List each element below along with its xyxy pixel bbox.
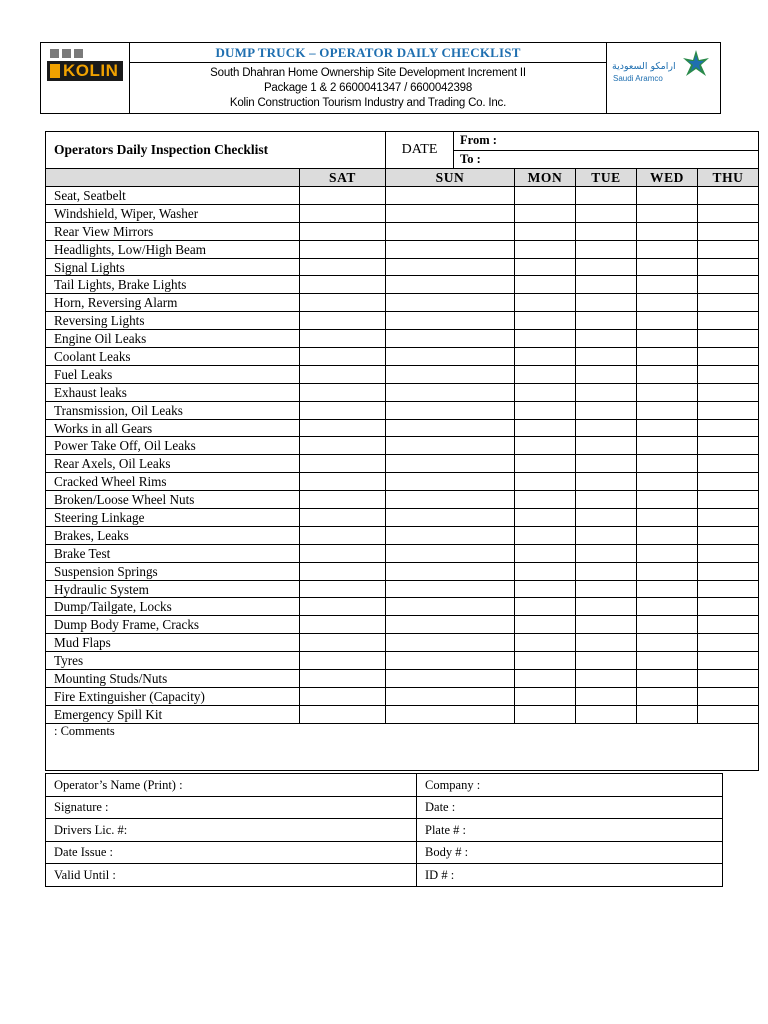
check-cell-tue[interactable]: [576, 687, 637, 705]
checklist-item-row: [46, 240, 759, 258]
info-field-right[interactable]: ID # :: [417, 864, 723, 887]
check-cell-mon[interactable]: [515, 526, 576, 544]
check-cell-thu[interactable]: [698, 419, 759, 437]
info-field-left[interactable]: Valid Until :: [46, 864, 417, 887]
checklist-item-row: [46, 258, 759, 276]
check-cell-wed[interactable]: [637, 580, 698, 598]
checklist-heading: Operators Daily Inspection Checklist: [46, 132, 386, 169]
checklist-item-row: [46, 509, 759, 527]
kolin-logo-cell: [41, 43, 130, 113]
check-cell-mon[interactable]: [515, 455, 576, 473]
check-cell-mon[interactable]: [515, 491, 576, 509]
check-cell-sat[interactable]: [300, 258, 386, 276]
check-cell-thu[interactable]: [698, 652, 759, 670]
check-cell-tue[interactable]: [576, 562, 637, 580]
checklist-item-label: Suspension Springs: [46, 562, 300, 580]
check-cell-sun[interactable]: [386, 383, 515, 401]
checklist-item-row: [46, 348, 759, 366]
check-cell-thu[interactable]: [698, 276, 759, 294]
check-cell-tue[interactable]: [576, 294, 637, 312]
check-cell-tue[interactable]: [576, 187, 637, 205]
check-cell-tue[interactable]: [576, 383, 637, 401]
check-cell-wed[interactable]: [637, 652, 698, 670]
checklist-item-label: Dump Body Frame, Cracks: [46, 616, 300, 634]
check-cell-tue[interactable]: [576, 491, 637, 509]
check-cell-sat[interactable]: [300, 670, 386, 688]
logo-square: [62, 49, 71, 58]
check-cell-thu[interactable]: [698, 705, 759, 723]
checklist-item-row: [46, 670, 759, 688]
check-cell-wed[interactable]: [637, 187, 698, 205]
checklist-item-row: [46, 330, 759, 348]
day-header: THU: [698, 169, 759, 187]
check-cell-thu[interactable]: [698, 634, 759, 652]
check-cell-wed[interactable]: [637, 330, 698, 348]
check-cell-mon[interactable]: [515, 509, 576, 527]
checklist-item-label: Seat, Seatbelt: [46, 187, 300, 205]
check-cell-thu[interactable]: [698, 312, 759, 330]
info-row: [46, 864, 723, 887]
check-cell-wed[interactable]: [637, 687, 698, 705]
check-cell-thu[interactable]: [698, 473, 759, 491]
check-cell-wed[interactable]: [637, 598, 698, 616]
check-cell-thu[interactable]: [698, 491, 759, 509]
check-cell-wed[interactable]: [637, 419, 698, 437]
checklist-item-row: [46, 455, 759, 473]
check-cell-sun[interactable]: [386, 705, 515, 723]
check-cell-sun[interactable]: [386, 616, 515, 634]
date-to-field[interactable]: To :: [454, 150, 759, 169]
project-line-3: Kolin Construction Tourism Industry and Trading Co. Inc.: [229, 97, 507, 109]
check-cell-wed[interactable]: [637, 294, 698, 312]
check-cell-sun[interactable]: [386, 348, 515, 366]
check-cell-sat[interactable]: [300, 383, 386, 401]
project-line-2: Package 1 & 2 6600041347 / 6600042398: [263, 82, 473, 94]
checklist-item-label: Brakes, Leaks: [46, 526, 300, 544]
aramco-logo-cell: [607, 43, 720, 113]
comments-field[interactable]: : Comments: [46, 723, 759, 770]
check-cell-sat[interactable]: [300, 348, 386, 366]
check-cell-tue[interactable]: [576, 348, 637, 366]
checklist-item-label: Cracked Wheel Rims: [46, 473, 300, 491]
check-cell-wed[interactable]: [637, 240, 698, 258]
checklist-item-label: Engine Oil Leaks: [46, 330, 300, 348]
check-cell-mon[interactable]: [515, 419, 576, 437]
check-cell-mon[interactable]: [515, 670, 576, 688]
check-cell-sun[interactable]: [386, 687, 515, 705]
check-cell-thu[interactable]: [698, 670, 759, 688]
day-header: TUE: [576, 169, 637, 187]
check-cell-mon[interactable]: [515, 401, 576, 419]
info-row: [46, 819, 723, 842]
info-row: [46, 774, 723, 797]
check-cell-tue[interactable]: [576, 526, 637, 544]
check-cell-sat[interactable]: [300, 187, 386, 205]
check-cell-thu[interactable]: [698, 580, 759, 598]
info-field-right[interactable]: Plate # :: [417, 819, 723, 842]
check-cell-sun[interactable]: [386, 509, 515, 527]
check-cell-tue[interactable]: [576, 455, 637, 473]
project-line-1: South Dhahran Home Ownership Site Development Increment II: [210, 67, 526, 79]
info-field-right[interactable]: Body # :: [417, 841, 723, 864]
document-header: [40, 42, 721, 114]
check-cell-sat[interactable]: [300, 598, 386, 616]
checklist-item-row: [46, 222, 759, 240]
check-cell-sun[interactable]: [386, 365, 515, 383]
check-cell-wed[interactable]: [637, 258, 698, 276]
check-cell-sun[interactable]: [386, 544, 515, 562]
checklist-item-row: [46, 580, 759, 598]
check-cell-sun[interactable]: [386, 401, 515, 419]
checklist-item-row: [46, 473, 759, 491]
check-cell-wed[interactable]: [637, 616, 698, 634]
checklist-item-row: [46, 526, 759, 544]
checklist-item-row: [46, 652, 759, 670]
check-cell-sat[interactable]: [300, 491, 386, 509]
days-header-blank: [46, 169, 300, 187]
aramco-english-text: Saudi Aramco: [613, 74, 663, 83]
info-field-left[interactable]: Drivers Lic. #:: [46, 819, 417, 842]
check-cell-mon[interactable]: [515, 365, 576, 383]
check-cell-thu[interactable]: [698, 348, 759, 366]
info-field-left[interactable]: Date Issue :: [46, 841, 417, 864]
checklist-item-label: Windshield, Wiper, Washer: [46, 204, 300, 222]
info-row: [46, 796, 723, 819]
check-cell-thu[interactable]: [698, 330, 759, 348]
check-cell-sat[interactable]: [300, 312, 386, 330]
checklist-item-row: [46, 437, 759, 455]
check-cell-thu[interactable]: [698, 204, 759, 222]
check-cell-mon[interactable]: [515, 348, 576, 366]
checklist-heading-row: [46, 132, 759, 151]
check-cell-tue[interactable]: [576, 222, 637, 240]
date-from-field[interactable]: From :: [454, 132, 759, 151]
check-cell-thu[interactable]: [698, 509, 759, 527]
checklist-item-row: [46, 598, 759, 616]
check-cell-sat[interactable]: [300, 705, 386, 723]
check-cell-sun[interactable]: [386, 562, 515, 580]
checklist-item-row: [46, 276, 759, 294]
check-cell-wed[interactable]: [637, 705, 698, 723]
check-cell-thu[interactable]: [698, 598, 759, 616]
info-field-left[interactable]: Signature :: [46, 796, 417, 819]
check-cell-sat[interactable]: [300, 330, 386, 348]
check-cell-mon[interactable]: [515, 187, 576, 205]
check-cell-mon[interactable]: [515, 276, 576, 294]
check-cell-wed[interactable]: [637, 473, 698, 491]
check-cell-mon[interactable]: [515, 705, 576, 723]
checklist-item-row: [46, 383, 759, 401]
check-cell-thu[interactable]: [698, 365, 759, 383]
check-cell-mon[interactable]: [515, 544, 576, 562]
check-cell-tue[interactable]: [576, 670, 637, 688]
checklist-item-label: Tyres: [46, 652, 300, 670]
check-cell-wed[interactable]: [637, 437, 698, 455]
date-label: DATE: [386, 132, 454, 169]
info-field-right[interactable]: Date :: [417, 796, 723, 819]
info-field-left[interactable]: Operator’s Name (Print) :: [46, 774, 417, 797]
project-info: [130, 63, 606, 113]
info-field-right[interactable]: Company :: [417, 774, 723, 797]
check-cell-thu[interactable]: [698, 383, 759, 401]
day-header: MON: [515, 169, 576, 187]
check-cell-sat[interactable]: [300, 687, 386, 705]
checklist-item-row: [46, 401, 759, 419]
check-cell-wed[interactable]: [637, 312, 698, 330]
check-cell-thu[interactable]: [698, 294, 759, 312]
operator-info-table: [45, 773, 723, 887]
check-cell-mon[interactable]: [515, 204, 576, 222]
checklist-item-label: Headlights, Low/High Beam: [46, 240, 300, 258]
check-cell-mon[interactable]: [515, 330, 576, 348]
checklist-item-label: Fuel Leaks: [46, 365, 300, 383]
checklist-item-label: Power Take Off, Oil Leaks: [46, 437, 300, 455]
check-cell-wed[interactable]: [637, 509, 698, 527]
check-cell-wed[interactable]: [637, 401, 698, 419]
check-cell-tue[interactable]: [576, 544, 637, 562]
check-cell-thu[interactable]: [698, 526, 759, 544]
check-cell-sun[interactable]: [386, 258, 515, 276]
check-cell-mon[interactable]: [515, 687, 576, 705]
checklist-item-label: Broken/Loose Wheel Nuts: [46, 491, 300, 509]
check-cell-sat[interactable]: [300, 562, 386, 580]
check-cell-mon[interactable]: [515, 240, 576, 258]
check-cell-sun[interactable]: [386, 598, 515, 616]
checklist-item-label: Signal Lights: [46, 258, 300, 276]
check-cell-sun[interactable]: [386, 526, 515, 544]
checklist-item-label: Rear View Mirrors: [46, 222, 300, 240]
days-header-row: [46, 169, 759, 187]
check-cell-sat[interactable]: [300, 580, 386, 598]
document-title: DUMP TRUCK – OPERATOR DAILY CHECKLIST: [130, 43, 606, 63]
check-cell-sat[interactable]: [300, 419, 386, 437]
check-cell-mon[interactable]: [515, 312, 576, 330]
check-cell-thu[interactable]: [698, 687, 759, 705]
check-cell-thu[interactable]: [698, 616, 759, 634]
check-cell-tue[interactable]: [576, 598, 637, 616]
check-cell-sun[interactable]: [386, 491, 515, 509]
check-cell-sat[interactable]: [300, 437, 386, 455]
aramco-arabic-text: ارامكو السعودية: [612, 61, 676, 72]
check-cell-tue[interactable]: [576, 204, 637, 222]
check-cell-wed[interactable]: [637, 365, 698, 383]
checklist-item-row: [46, 562, 759, 580]
check-cell-sat[interactable]: [300, 509, 386, 527]
check-cell-sun[interactable]: [386, 276, 515, 294]
check-cell-sat[interactable]: [300, 652, 386, 670]
check-cell-sun[interactable]: [386, 240, 515, 258]
check-cell-sat[interactable]: [300, 276, 386, 294]
title-cell: [130, 43, 607, 113]
check-cell-mon[interactable]: [515, 562, 576, 580]
check-cell-mon[interactable]: [515, 616, 576, 634]
check-cell-thu[interactable]: [698, 562, 759, 580]
check-cell-sun[interactable]: [386, 580, 515, 598]
check-cell-mon[interactable]: [515, 222, 576, 240]
checklist-item-row: [46, 204, 759, 222]
check-cell-sat[interactable]: [300, 222, 386, 240]
inspection-checklist-table: [45, 131, 759, 771]
check-cell-thu[interactable]: [698, 544, 759, 562]
day-header: SUN: [386, 169, 515, 187]
check-cell-sat[interactable]: [300, 455, 386, 473]
check-cell-wed[interactable]: [637, 491, 698, 509]
checklist-item-row: [46, 705, 759, 723]
check-cell-thu[interactable]: [698, 187, 759, 205]
check-cell-mon[interactable]: [515, 294, 576, 312]
info-row: [46, 841, 723, 864]
check-cell-sat[interactable]: [300, 294, 386, 312]
checklist-item-row: [46, 544, 759, 562]
check-cell-thu[interactable]: [698, 258, 759, 276]
comments-row: [46, 723, 759, 770]
checklist-item-row: [46, 616, 759, 634]
day-header: SAT: [300, 169, 386, 187]
check-cell-wed[interactable]: [637, 455, 698, 473]
check-cell-wed[interactable]: [637, 634, 698, 652]
check-cell-tue[interactable]: [576, 258, 637, 276]
check-cell-sat[interactable]: [300, 544, 386, 562]
check-cell-wed[interactable]: [637, 222, 698, 240]
check-cell-tue[interactable]: [576, 401, 637, 419]
checklist-item-row: [46, 491, 759, 509]
checklist-item-row: [46, 187, 759, 205]
check-cell-sun[interactable]: [386, 437, 515, 455]
checklist-item-label: Hydraulic System: [46, 580, 300, 598]
check-cell-tue[interactable]: [576, 365, 637, 383]
check-cell-sun[interactable]: [386, 312, 515, 330]
checklist-item-label: Dump/Tailgate, Locks: [46, 598, 300, 616]
check-cell-wed[interactable]: [637, 348, 698, 366]
check-cell-tue[interactable]: [576, 580, 637, 598]
check-cell-tue[interactable]: [576, 437, 637, 455]
check-cell-thu[interactable]: [698, 240, 759, 258]
check-cell-sun[interactable]: [386, 652, 515, 670]
checklist-item-label: Works in all Gears: [46, 419, 300, 437]
check-cell-mon[interactable]: [515, 634, 576, 652]
logo-square: [74, 49, 83, 58]
checklist-item-row: [46, 294, 759, 312]
check-cell-sat[interactable]: [300, 473, 386, 491]
check-cell-tue[interactable]: [576, 419, 637, 437]
check-cell-thu[interactable]: [698, 222, 759, 240]
check-cell-sun[interactable]: [386, 473, 515, 491]
checklist-item-label: Steering Linkage: [46, 509, 300, 527]
check-cell-tue[interactable]: [576, 240, 637, 258]
checklist-item-row: [46, 687, 759, 705]
checklist-item-label: Mud Flaps: [46, 634, 300, 652]
checklist-item-label: Rear Axels, Oil Leaks: [46, 455, 300, 473]
checklist-item-row: [46, 312, 759, 330]
logo-k-block: [50, 64, 60, 78]
kolin-logo-text: KOLIN: [63, 61, 119, 80]
checklist-item-label: Mounting Studs/Nuts: [46, 670, 300, 688]
checklist-item-label: Exhaust leaks: [46, 383, 300, 401]
check-cell-wed[interactable]: [637, 544, 698, 562]
checklist-item-row: [46, 419, 759, 437]
check-cell-wed[interactable]: [637, 670, 698, 688]
check-cell-sun[interactable]: [386, 419, 515, 437]
check-cell-tue[interactable]: [576, 705, 637, 723]
check-cell-sun[interactable]: [386, 634, 515, 652]
check-cell-mon[interactable]: [515, 383, 576, 401]
checklist-item-label: Horn, Reversing Alarm: [46, 294, 300, 312]
check-cell-thu[interactable]: [698, 401, 759, 419]
check-cell-sun[interactable]: [386, 670, 515, 688]
checklist-item-label: Transmission, Oil Leaks: [46, 401, 300, 419]
check-cell-sun[interactable]: [386, 294, 515, 312]
check-cell-sun[interactable]: [386, 455, 515, 473]
check-cell-tue[interactable]: [576, 509, 637, 527]
check-cell-tue[interactable]: [576, 276, 637, 294]
check-cell-tue[interactable]: [576, 616, 637, 634]
check-cell-wed[interactable]: [637, 383, 698, 401]
check-cell-sat[interactable]: [300, 526, 386, 544]
check-cell-sat[interactable]: [300, 204, 386, 222]
check-cell-sat[interactable]: [300, 634, 386, 652]
check-cell-sun[interactable]: [386, 222, 515, 240]
logo-square: [50, 49, 59, 58]
checklist-item-row: [46, 365, 759, 383]
check-cell-tue[interactable]: [576, 473, 637, 491]
checklist-item-label: Tail Lights, Brake Lights: [46, 276, 300, 294]
check-cell-sat[interactable]: [300, 240, 386, 258]
day-header: WED: [637, 169, 698, 187]
check-cell-mon[interactable]: [515, 580, 576, 598]
checklist-item-row: [46, 634, 759, 652]
check-cell-tue[interactable]: [576, 330, 637, 348]
check-cell-thu[interactable]: [698, 455, 759, 473]
check-cell-sun[interactable]: [386, 330, 515, 348]
checklist-item-label: Fire Extinguisher (Capacity): [46, 687, 300, 705]
check-cell-wed[interactable]: [637, 204, 698, 222]
checklist-item-label: Emergency Spill Kit: [46, 705, 300, 723]
check-cell-mon[interactable]: [515, 258, 576, 276]
checklist-item-label: Reversing Lights: [46, 312, 300, 330]
check-cell-mon[interactable]: [515, 598, 576, 616]
check-cell-tue[interactable]: [576, 634, 637, 652]
check-cell-wed[interactable]: [637, 526, 698, 544]
kolin-logo: [47, 47, 123, 81]
checklist-item-label: Brake Test: [46, 544, 300, 562]
check-cell-tue[interactable]: [576, 312, 637, 330]
check-cell-sat[interactable]: [300, 401, 386, 419]
checklist-item-label: Coolant Leaks: [46, 348, 300, 366]
check-cell-sat[interactable]: [300, 365, 386, 383]
check-cell-sat[interactable]: [300, 616, 386, 634]
check-cell-mon[interactable]: [515, 473, 576, 491]
check-cell-sun[interactable]: [386, 204, 515, 222]
check-cell-wed[interactable]: [637, 562, 698, 580]
aramco-star-icon: [679, 49, 713, 79]
check-cell-wed[interactable]: [637, 276, 698, 294]
check-cell-thu[interactable]: [698, 437, 759, 455]
check-cell-tue[interactable]: [576, 652, 637, 670]
check-cell-mon[interactable]: [515, 652, 576, 670]
check-cell-mon[interactable]: [515, 437, 576, 455]
check-cell-sun[interactable]: [386, 187, 515, 205]
